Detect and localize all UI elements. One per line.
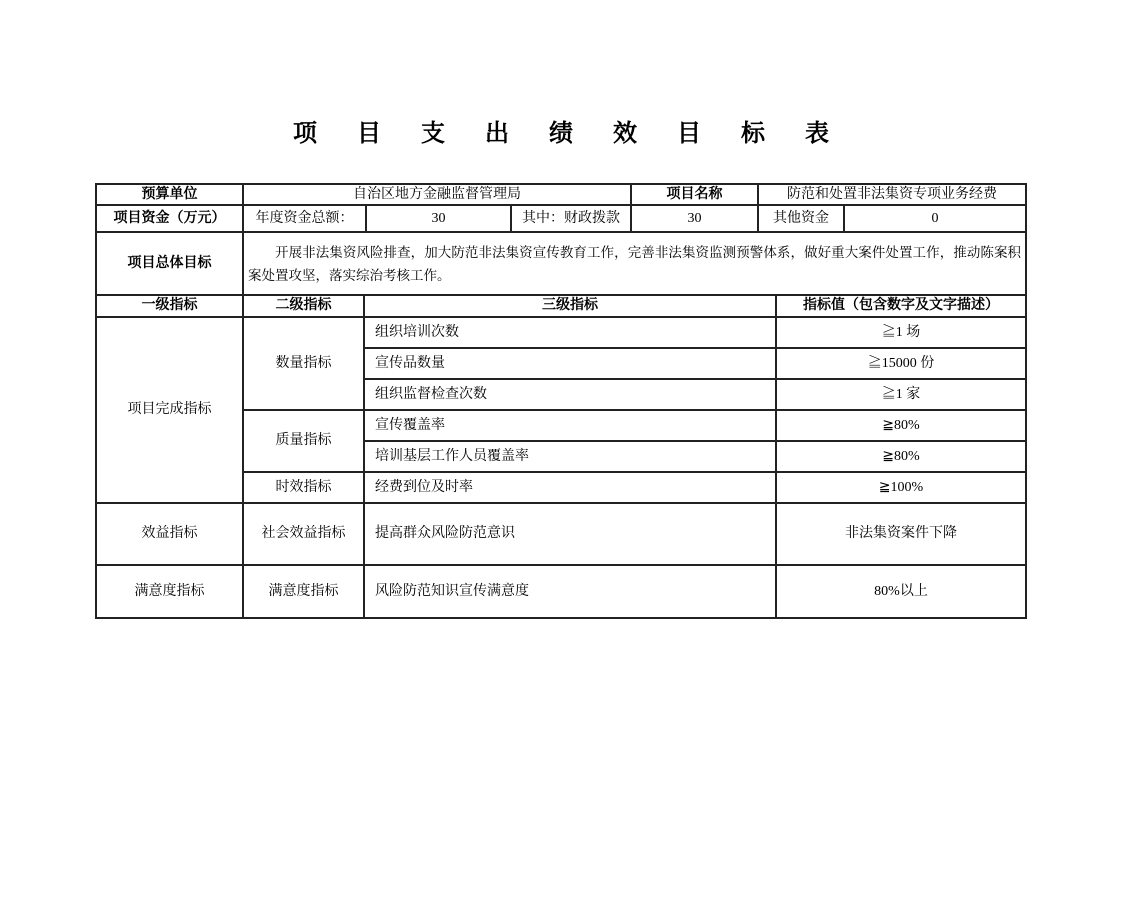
indicator-value: 非法集资案件下降 <box>776 503 1026 565</box>
indicator-value: ≧15000 份 <box>776 348 1026 379</box>
level2-quantity: 数量指标 <box>243 317 364 410</box>
level2-header: 二级指标 <box>243 295 364 317</box>
project-name-value: 防范和处置非法集资专项业务经费 <box>758 184 1026 205</box>
budget-unit-label: 预算单位 <box>96 184 243 205</box>
overall-goal-row <box>96 232 1026 295</box>
level1-benefit: 效益指标 <box>96 503 243 565</box>
overall-goal-cell <box>243 232 1026 295</box>
indicator-value: ≧80% <box>776 441 1026 472</box>
level3-indicator: 风险防范知识宣传满意度 <box>364 565 776 618</box>
overall-goal-label: 项目总体目标 <box>96 232 243 295</box>
level3-header: 三级指标 <box>364 295 776 317</box>
level1-satisfaction: 满意度指标 <box>96 565 243 618</box>
level2-satisfaction: 满意度指标 <box>243 565 364 618</box>
project-name-label: 项目名称 <box>631 184 758 205</box>
budget-unit-row <box>96 184 1026 205</box>
indicator-row <box>96 565 1026 618</box>
overall-goal-text: 开展非法集资风险排查，加大防范非法集资宣传教育工作，完善非法集资监测预警体系，做好重大案件处置工作，推动陈案积案处置攻坚，落实综治考核工作。 <box>248 244 1022 283</box>
level1-project-completion: 项目完成指标 <box>96 317 243 503</box>
page-title: 项 目 支 出 绩 效 目 标 表 <box>293 121 846 147</box>
other-funds-label: 其他资金 <box>758 205 844 232</box>
level3-indicator: 培训基层工作人员覆盖率 <box>364 441 776 472</box>
level3-indicator: 宣传品数量 <box>364 348 776 379</box>
indicator-value: ≧1 场 <box>776 317 1026 348</box>
fiscal-allocation-label: 其中：财政拨款 <box>511 205 631 232</box>
project-funds-row <box>96 205 1026 232</box>
budget-unit-value: 自治区地方金融监督管理局 <box>243 184 631 205</box>
indicator-table <box>95 294 1027 619</box>
indicator-value: ≧80% <box>776 410 1026 441</box>
level1-header: 一级指标 <box>96 295 243 317</box>
indicator-row <box>96 503 1026 565</box>
level2-timeliness: 时效指标 <box>243 472 364 503</box>
annual-total-label: 年度资金总额： <box>243 205 366 232</box>
indicator-row <box>96 317 1026 348</box>
fiscal-allocation-value: 30 <box>631 205 758 232</box>
project-info-table <box>95 183 1027 296</box>
level3-indicator: 提高群众风险防范意识 <box>364 503 776 565</box>
indicator-header-row <box>96 295 1026 317</box>
level2-quality: 质量指标 <box>243 410 364 472</box>
indicator-value: ≧100% <box>776 472 1026 503</box>
other-funds-value: 0 <box>844 205 1026 232</box>
project-funds-label: 项目资金（万元） <box>96 205 243 232</box>
indicator-value: 80%以上 <box>776 565 1026 618</box>
value-header: 指标值（包含数字及文字描述） <box>776 295 1026 317</box>
level3-indicator: 经费到位及时率 <box>364 472 776 503</box>
level3-indicator: 组织培训次数 <box>364 317 776 348</box>
level3-indicator: 宣传覆盖率 <box>364 410 776 441</box>
level2-social-benefit: 社会效益指标 <box>243 503 364 565</box>
indicator-value: ≧1 家 <box>776 379 1026 410</box>
annual-total-value: 30 <box>366 205 511 232</box>
level3-indicator: 组织监督检查次数 <box>364 379 776 410</box>
